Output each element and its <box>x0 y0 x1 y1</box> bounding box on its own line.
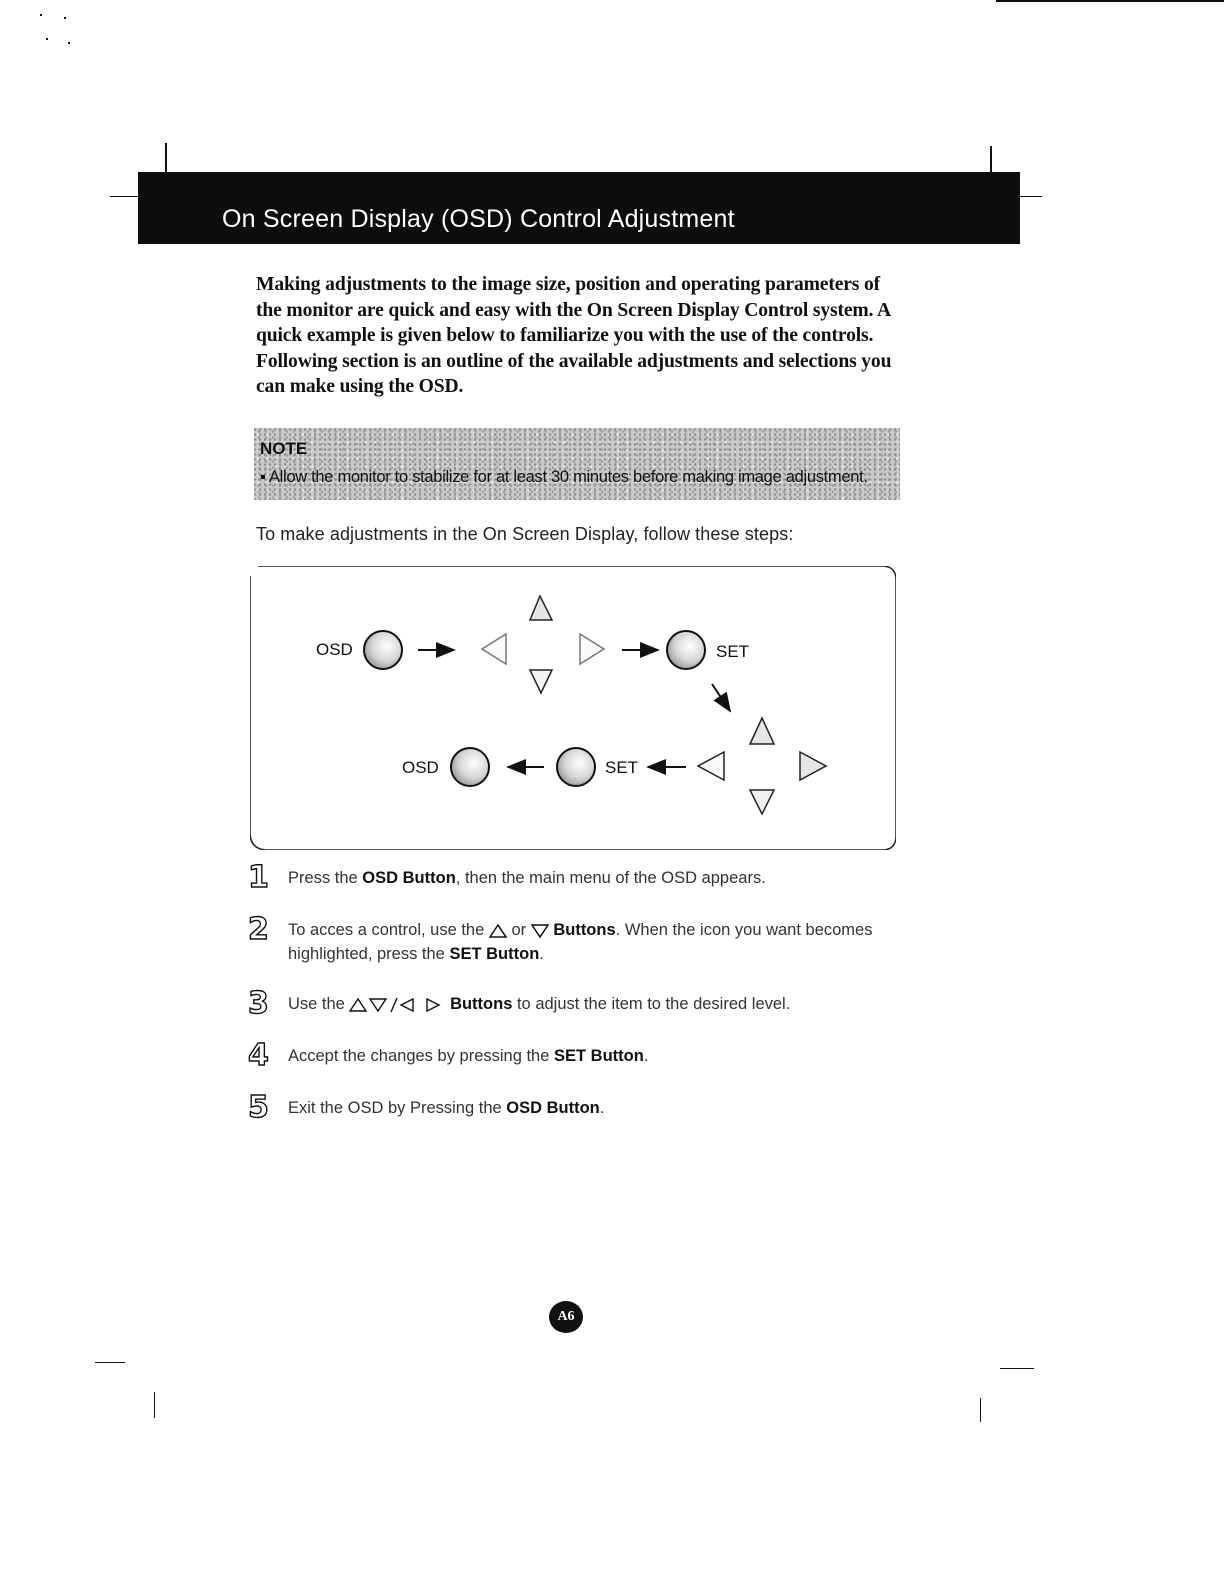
set-label: SET <box>716 642 750 661</box>
osd-control-diagram <box>250 566 896 850</box>
left-triangle-icon <box>698 752 724 780</box>
buttons-ref: Buttons <box>450 995 513 1013</box>
left-triangle-icon <box>482 634 506 664</box>
down-triangle-icon <box>530 670 552 693</box>
crop-mark <box>110 196 138 197</box>
osd-button-icon <box>364 631 402 669</box>
crop-mark <box>1020 196 1042 197</box>
up-down-left-right-icons <box>349 997 445 1013</box>
note-box <box>254 428 900 500</box>
buttons-ref: Buttons <box>553 921 616 939</box>
up-triangle-icon <box>750 718 774 744</box>
step-text: Accept the changes by pressing the SET Button. <box>288 1047 649 1065</box>
down-triangle-icon <box>531 924 549 938</box>
right-triangle-icon <box>580 634 604 664</box>
step-text: Use the Buttons to adjust the item to the desired level. <box>288 995 791 1013</box>
diagram-frame <box>250 566 896 850</box>
step-text: To acces a control, use the or Buttons. When the icon you want becomes highlighted, press the SET Button. <box>288 921 873 963</box>
crop-mark <box>165 143 167 173</box>
set-button-ref: SET Button <box>449 945 540 963</box>
right-triangle-icon <box>800 752 826 780</box>
step-number: 2 <box>248 912 269 947</box>
section-header <box>138 172 1020 244</box>
crop-mark <box>95 1362 125 1363</box>
crop-mark <box>154 1392 155 1418</box>
set-button-icon <box>557 748 595 786</box>
osd-label: OSD <box>402 758 439 777</box>
set-button-ref: SET Button <box>554 1047 644 1065</box>
step-number: 3 <box>248 986 269 1021</box>
set-label: SET <box>605 758 639 777</box>
scan-speck <box>40 14 42 16</box>
osd-button-ref: OSD Button <box>362 869 456 887</box>
note-label: NOTE <box>260 439 308 458</box>
page-number: A6 <box>549 1301 583 1333</box>
crop-mark <box>990 146 992 174</box>
osd-label: OSD <box>316 640 353 659</box>
page-title: On Screen Display (OSD) Control Adjustment <box>222 205 735 233</box>
set-button-icon <box>667 631 705 669</box>
step-text: Exit the OSD by Pressing the OSD Button. <box>288 1099 605 1117</box>
osd-button-ref: OSD Button <box>506 1099 600 1117</box>
up-triangle-icon <box>489 924 507 938</box>
crop-mark <box>980 1398 981 1422</box>
arrow-diagonal-icon <box>712 684 730 711</box>
step-text: Press the OSD Button, then the main menu of the OSD appears. <box>288 869 766 887</box>
note-text: ▪ Allow the monitor to stabilize for at least 30 minutes before making image adjustment. <box>260 468 868 486</box>
osd-button-icon <box>451 748 489 786</box>
scan-speck <box>64 17 66 19</box>
step-number: 4 <box>248 1038 269 1073</box>
down-triangle-icon <box>750 790 774 814</box>
note-body: Allow the monitor to stabilize for at least 30 minutes before making image adjustment. <box>268 468 868 486</box>
scan-speck <box>46 38 48 40</box>
instructions-lead: To make adjustments in the On Screen Display, follow these steps: <box>256 524 794 544</box>
up-triangle-icon <box>530 596 552 620</box>
intro-paragraph: Making adjustments to the image size, position and operating parameters of the monitor are quick and easy with the On Screen Display Control system. A quick example is given below to familiarize you with the use of the controls. Following section is an outline of the available adjustments and selections you can make using the OSD. <box>256 274 892 397</box>
crop-mark <box>996 0 1224 2</box>
scan-speck <box>68 42 70 44</box>
step-number: 5 <box>248 1090 269 1125</box>
crop-mark <box>1000 1368 1034 1369</box>
step-number: 1 <box>248 860 269 895</box>
